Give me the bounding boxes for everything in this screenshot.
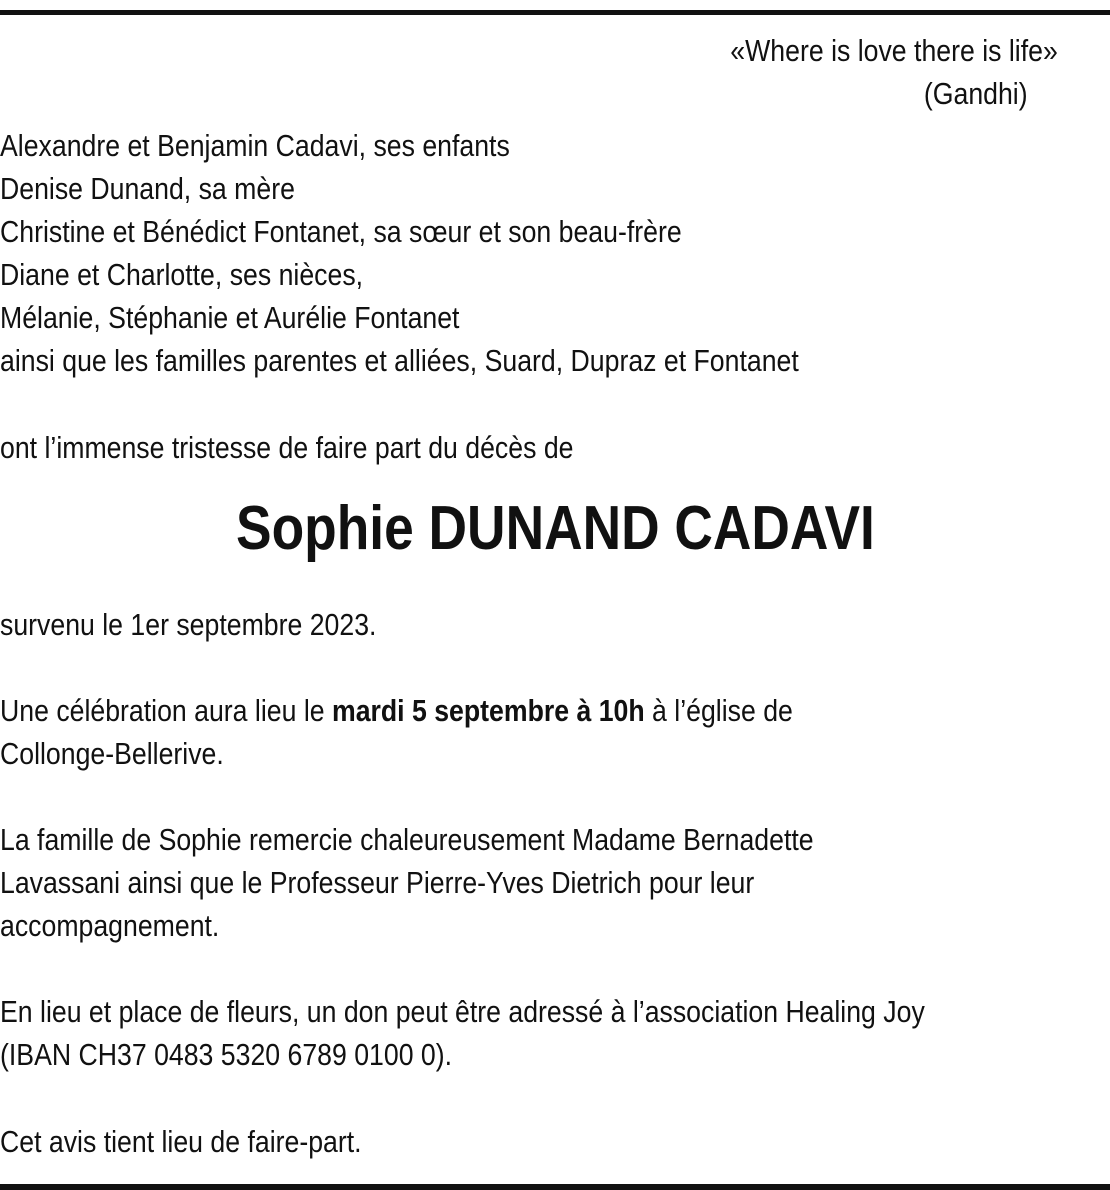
ceremony-line-1 — [0, 689, 793, 732]
family-line-3: Christine et Bénédict Fontanet, sa sœur et son beau-frère — [0, 214, 682, 249]
thanks-line-2: Lavassani ainsi que le Professeur Pierre-Yves Dietrich pour leur — [0, 865, 755, 900]
deceased-name: Sophie DUNAND CADAVI — [235, 494, 875, 563]
ceremony-prefix: Une célébration aura lieu le — [0, 693, 332, 728]
family-line-1: Alexandre et Benjamin Cadavi, ses enfants — [0, 128, 510, 163]
closing-note: Cet avis tient lieu de faire-part. — [0, 1124, 362, 1159]
epigraph-quote: «Where is love there is life» — [730, 33, 1058, 68]
thanks-line-1: La famille de Sophie remercie chaleureusement Madame Bernadette — [0, 822, 814, 857]
deceased-name-block — [0, 492, 1110, 566]
announcement: ont l’immense tristesse de faire part du décès de — [0, 430, 574, 465]
donation-line-1: En lieu et place de fleurs, un don peut être adressé à l’association Healing Joy — [0, 994, 925, 1029]
ceremony-suffix: à l’église de — [644, 693, 793, 728]
thanks-line-3: accompagnement. — [0, 908, 220, 943]
ceremony-line-2: Collonge-Bellerive. — [0, 736, 224, 771]
bottom-border — [0, 1184, 1110, 1190]
donation-line-2: (IBAN CH37 0483 5320 6789 0100 0). — [0, 1037, 453, 1072]
family-line-2: Denise Dunand, sa mère — [0, 171, 295, 206]
family-line-5: Mélanie, Stéphanie et Aurélie Fontanet — [0, 300, 460, 335]
family-line-6: ainsi que les familles parentes et alliées, Suard, Dupraz et Fontanet — [0, 343, 799, 378]
ceremony-datetime: mardi 5 septembre à 10h — [331, 693, 645, 728]
top-border — [0, 10, 1110, 15]
epigraph-author: (Gandhi) — [924, 76, 1028, 111]
death-date: survenu le 1er septembre 2023. — [0, 607, 377, 642]
family-line-4: Diane et Charlotte, ses nièces, — [0, 257, 364, 292]
